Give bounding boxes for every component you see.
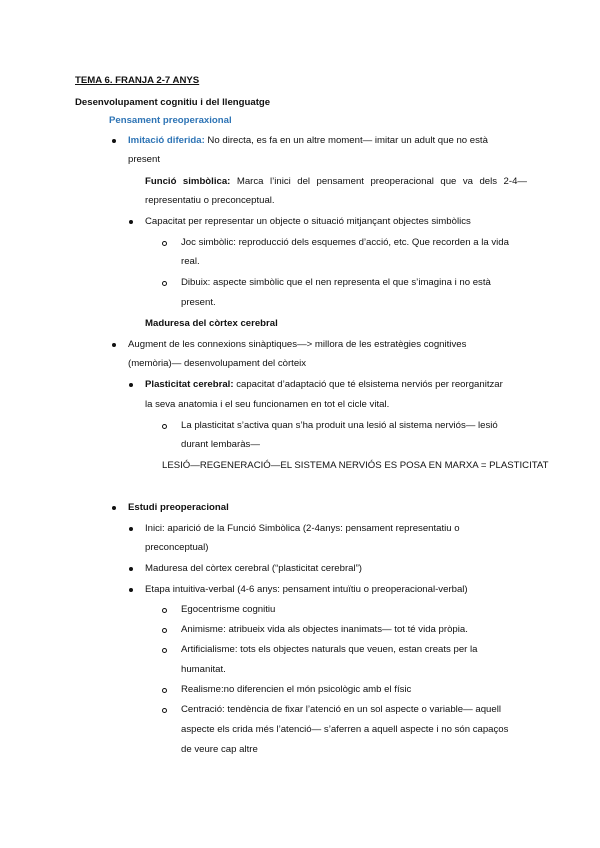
plasticitat-label: Plasticitat cerebral: [145, 379, 234, 390]
bullet-icon [112, 343, 116, 347]
list-item-maduresa: Maduresa del còrtex cerebral (“plasticitat cerebral”) [145, 563, 363, 574]
bullet-icon [129, 527, 133, 531]
list-item-centracio: Centració: tendència de fixar l’atenció en un sol aspecte o variable— aquell [181, 704, 501, 715]
centracio-text-cont: aspecte els crida més l’atenció— s’aferren a aquell aspecte i no són capaços [181, 724, 509, 735]
bullet-icon [112, 139, 116, 143]
list-item-capacitat: Capacitat per representar un objecte o situació mitjançant objectes simbòlics [145, 216, 471, 227]
list-item-imitacio [128, 134, 488, 147]
augment-text-cont: (memòria)— desenvolupament del còrteix [128, 358, 307, 369]
sub-bullet-icon [162, 648, 167, 653]
list-item-etapa: Etapa intuitiva-verbal (4-6 anys: pensament intuïtiu o preoperacional-verbal) [145, 584, 468, 595]
funcio-text: Marca l’inici del pensament preoperacional que va dels 2-4— [230, 176, 528, 187]
plasticitat-text: capacitat d’adaptació que té elsistema nerviós per reorganitzar [233, 379, 503, 390]
list-item-joc: Joc simbòlic: reproducció dels esquemes d’acció, etc. Que recorden a la vida [181, 237, 509, 248]
imitacio-text-cont: present [128, 154, 160, 165]
sub-bullet-icon [162, 708, 167, 713]
plasticitat-text-cont: la seva anatomia i el seu funcionamen en tot el cicle vital. [145, 399, 390, 410]
inici-text-cont: preconceptual) [145, 542, 209, 553]
imitacio-text: No directa, es fa en un altre moment— imitar un adult que no està [204, 135, 488, 146]
funcio-label: Funció simbòlica: [145, 176, 231, 187]
joc-text-cont: real. [181, 256, 200, 267]
list-item-animisme: Animisme: atribueix vida als objectes inanimats— tot té vida pròpia. [181, 624, 468, 635]
subtitle: Desenvolupament cognitiu i del llenguatge [75, 97, 271, 108]
bullet-icon [112, 506, 116, 510]
centracio-text-cont-2: de veure cap altre [181, 744, 258, 755]
maduresa-heading: Maduresa del còrtex cerebral [145, 318, 278, 329]
imitacio-label: Imitació diferida: [128, 135, 205, 146]
formula-line: LESIÓ—REGENERACIÓ—EL SISTEMA NERVIÓS ES POSA EN MARXA = PLASTICITAT [162, 460, 549, 471]
sub-bullet-icon [162, 608, 167, 613]
bullet-icon [129, 588, 133, 592]
funcio-paragraph [145, 175, 527, 188]
sub-bullet-icon [162, 688, 167, 693]
list-item-plasticitat-sub: La plasticitat s’activa quan s’ha produit una lesió al sistema nerviós— lesió [181, 420, 498, 431]
page-title: TEMA 6. FRANJA 2-7 ANYS [75, 75, 200, 86]
bullet-icon [129, 567, 133, 571]
artificialisme-text-cont: humanitat. [181, 664, 226, 675]
sub-bullet-icon [162, 628, 167, 633]
list-item-inici: Inici: aparició de la Funció Simbòlica (2-4anys: pensament representatiu o [145, 523, 460, 534]
list-item-dibuix: Dibuix: aspecte simbòlic que el nen representa el que s’imagina i no està [181, 277, 491, 288]
list-item-egocentrisme: Egocentrisme cognitiu [181, 604, 276, 615]
plasticitat-sub-cont: durant lembaràs— [181, 439, 260, 450]
estudi-heading: Estudi preoperacional [128, 502, 229, 513]
sub-bullet-icon [162, 281, 167, 286]
funcio-text-cont: representatiu o preconceptual. [145, 195, 275, 206]
dibuix-text-cont: present. [181, 297, 216, 308]
sub-bullet-icon [162, 241, 167, 246]
bullet-icon [129, 383, 133, 387]
bullet-icon [129, 220, 133, 224]
list-item-realisme: Realisme:no diferencien el món psicològic amb el físic [181, 684, 412, 695]
sub-bullet-icon [162, 424, 167, 429]
list-item-augment: Augment de les connexions sinàptiques—> millora de les estratègies cognitives [128, 339, 467, 350]
list-item-artificialisme: Artificialisme: tots els objectes naturals que veuen, estan creats per la [181, 644, 478, 655]
section-heading-pensament: Pensament preoperaxional [109, 115, 232, 126]
list-item-plasticitat [145, 378, 503, 391]
